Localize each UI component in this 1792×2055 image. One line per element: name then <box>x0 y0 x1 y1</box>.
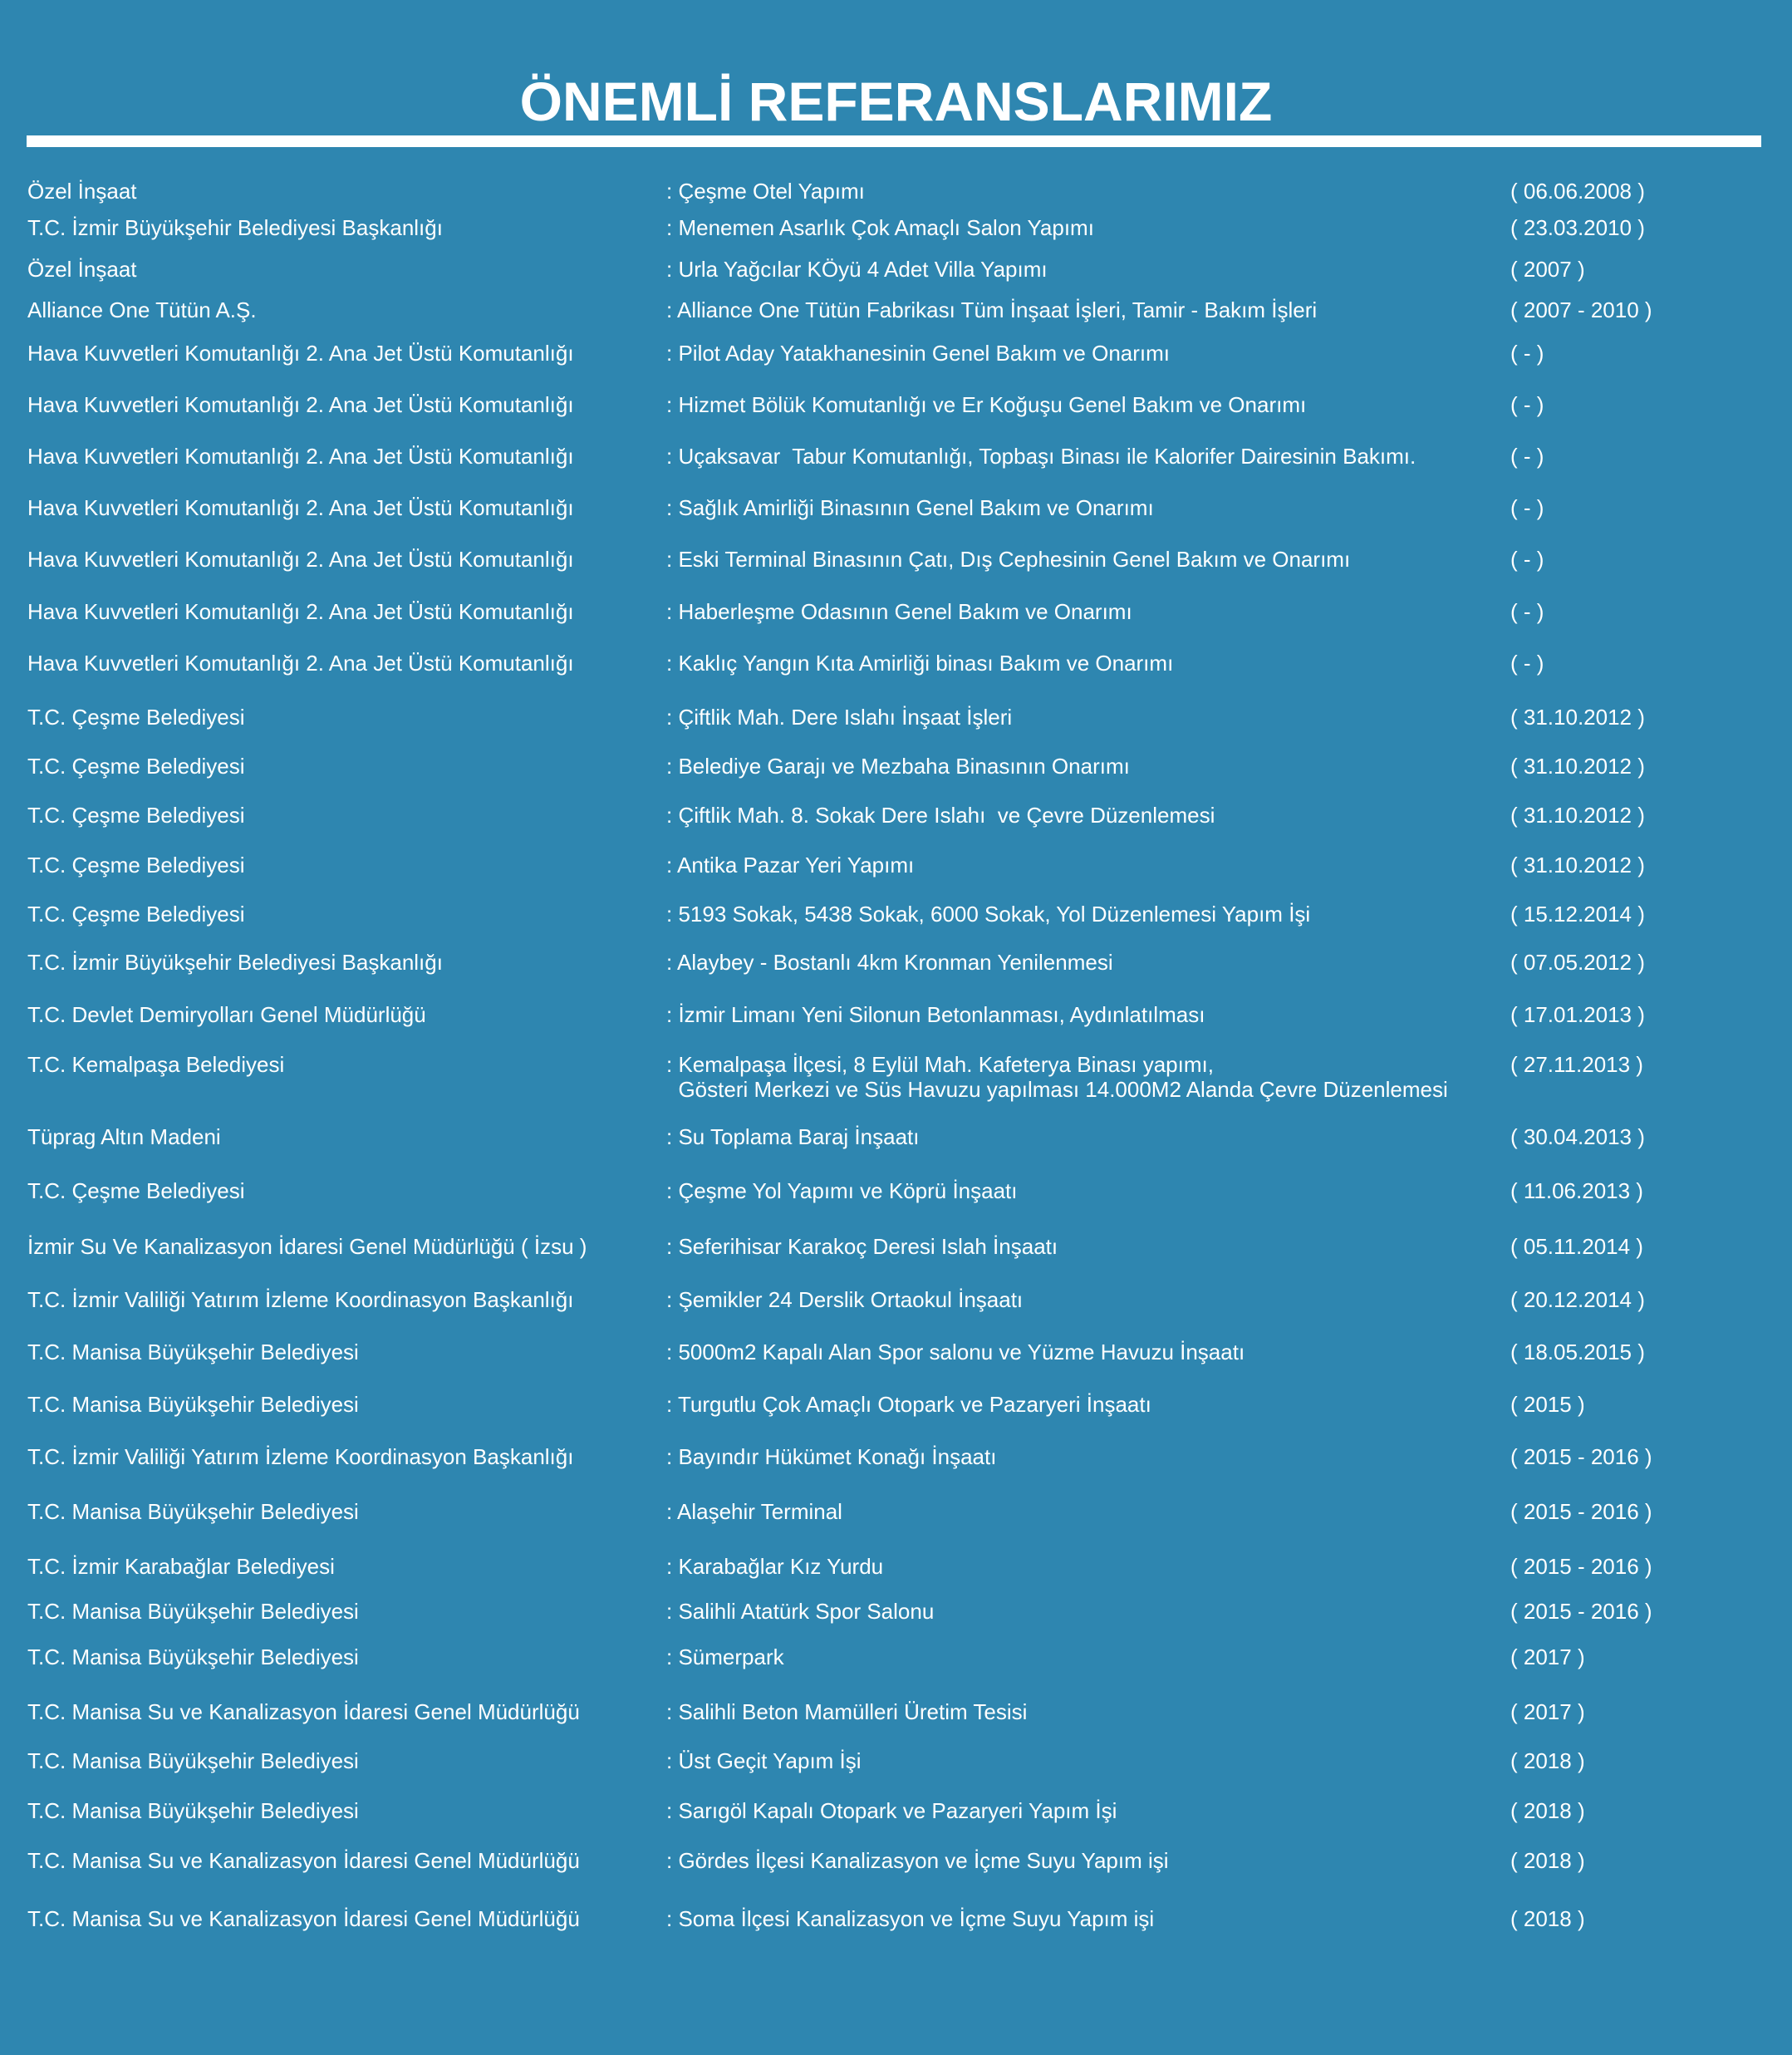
reference-date: ( 2018 ) <box>1510 1848 1585 1873</box>
reference-date: ( - ) <box>1510 392 1544 417</box>
reference-client: T.C. Manisa Büyükşehir Belediyesi <box>27 1499 359 1524</box>
reference-date: ( - ) <box>1510 547 1544 572</box>
reference-work: : Kemalpaşa İlçesi, 8 Eylül Mah. Kafeterya Binası yapımı, Gösteri Merkezi ve Süs Havuzu yapılması 14.000M2 Alanda Çevre Düzenlemesi <box>666 1052 1448 1102</box>
reference-work: : Sağlık Amirliği Binasının Genel Bakım ve Onarımı <box>666 495 1154 520</box>
reference-work: : Alliance One Tütün Fabrikası Tüm İnşaat İşleri, Tamir - Bakım İşleri <box>666 297 1318 322</box>
reference-work: : Hizmet Bölük Komutanlığı ve Er Koğuşu Genel Bakım ve Onarımı <box>666 392 1307 417</box>
reference-client: T.C. Manisa Su ve Kanalizasyon İdaresi Genel Müdürlüğü <box>27 1906 580 1931</box>
reference-date: ( 2018 ) <box>1510 1906 1585 1931</box>
reference-date: ( 06.06.2008 ) <box>1510 179 1645 204</box>
reference-client: T.C. Manisa Büyükşehir Belediyesi <box>27 1798 359 1823</box>
reference-date: ( 2007 - 2010 ) <box>1510 297 1652 322</box>
reference-work: : Kaklıç Yangın Kıta Amirliği binası Bakım ve Onarımı <box>666 651 1174 676</box>
reference-date: ( 2007 ) <box>1510 257 1585 282</box>
reference-work: : Soma İlçesi Kanalizasyon ve İçme Suyu Yapım işi <box>666 1906 1155 1931</box>
reference-date: ( 27.11.2013 ) <box>1510 1052 1643 1077</box>
reference-work: : Salihli Atatürk Spor Salonu <box>666 1599 935 1624</box>
reference-client: T.C. Manisa Büyükşehir Belediyesi <box>27 1748 359 1773</box>
reference-client: T.C. Devlet Demiryolları Genel Müdürlüğü <box>27 1002 426 1027</box>
reference-client: T.C. İzmir Büyükşehir Belediyesi Başkanlığı <box>27 215 443 240</box>
reference-client: Özel İnşaat <box>27 257 137 282</box>
reference-client: T.C. Manisa Büyükşehir Belediyesi <box>27 1644 359 1669</box>
reference-client: Hava Kuvvetleri Komutanlığı 2. Ana Jet Üstü Komutanlığı <box>27 495 574 520</box>
reference-client: T.C. Çeşme Belediyesi <box>27 853 245 878</box>
reference-date: ( - ) <box>1510 651 1544 676</box>
reference-work: : Eski Terminal Binasının Çatı, Dış Cephesinin Genel Bakım ve Onarımı <box>666 547 1351 572</box>
reference-work: : Belediye Garajı ve Mezbaha Binasının Onarımı <box>666 754 1130 779</box>
reference-client: Hava Kuvvetleri Komutanlığı 2. Ana Jet Üstü Komutanlığı <box>27 444 574 469</box>
reference-date: ( 20.12.2014 ) <box>1510 1287 1645 1312</box>
reference-client: T.C. İzmir Valiliği Yatırım İzleme Koordinasyon Başkanlığı <box>27 1444 574 1469</box>
reference-work: : Uçaksavar Tabur Komutanlığı, Topbaşı Binası ile Kalorifer Dairesinin Bakımı. <box>666 444 1416 469</box>
reference-work: : Turgutlu Çok Amaçlı Otopark ve Pazaryeri İnşaatı <box>666 1392 1151 1417</box>
reference-client: T.C. Manisa Büyükşehir Belediyesi <box>27 1599 359 1624</box>
reference-client: T.C. Çeşme Belediyesi <box>27 754 245 779</box>
reference-work: : Çiftlik Mah. Dere Islahı İnşaat İşleri <box>666 705 1013 730</box>
reference-date: ( 2017 ) <box>1510 1644 1585 1669</box>
reference-client: Hava Kuvvetleri Komutanlığı 2. Ana Jet Üstü Komutanlığı <box>27 341 574 366</box>
reference-client: Özel İnşaat <box>27 179 137 204</box>
reference-date: ( - ) <box>1510 444 1544 469</box>
reference-client: Tüprag Altın Madeni <box>27 1124 221 1149</box>
reference-date: ( 15.12.2014 ) <box>1510 902 1645 927</box>
reference-work: : Alaşehir Terminal <box>666 1499 842 1524</box>
reference-work: : Üst Geçit Yapım İşi <box>666 1748 862 1773</box>
reference-date: ( 18.05.2015 ) <box>1510 1340 1645 1364</box>
reference-client: T.C. İzmir Karabağlar Belediyesi <box>27 1554 335 1579</box>
reference-work: : Bayındır Hükümet Konağı İnşaatı <box>666 1444 997 1469</box>
reference-date: ( 2015 - 2016 ) <box>1510 1499 1652 1524</box>
reference-work: : Haberleşme Odasının Genel Bakım ve Onarımı <box>666 599 1132 624</box>
reference-date: ( - ) <box>1510 495 1544 520</box>
reference-work: : Çeşme Yol Yapımı ve Köprü İnşaatı <box>666 1178 1018 1203</box>
reference-date: ( 2015 - 2016 ) <box>1510 1599 1652 1624</box>
reference-date: ( - ) <box>1510 599 1544 624</box>
reference-work: : Karabağlar Kız Yurdu <box>666 1554 884 1579</box>
reference-date: ( - ) <box>1510 341 1544 366</box>
reference-date: ( 30.04.2013 ) <box>1510 1124 1645 1149</box>
reference-date: ( 17.01.2013 ) <box>1510 1002 1645 1027</box>
reference-client: T.C. Çeşme Belediyesi <box>27 803 245 828</box>
page-title: ÖNEMLİ REFERANSLARIMIZ <box>519 71 1273 132</box>
reference-date: ( 2015 ) <box>1510 1392 1585 1417</box>
reference-date: ( 2018 ) <box>1510 1748 1585 1773</box>
reference-work: : Sarıgöl Kapalı Otopark ve Pazaryeri Yapım İşi <box>666 1798 1117 1823</box>
reference-work: : 5193 Sokak, 5438 Sokak, 6000 Sokak, Yol Düzenlemesi Yapım İşi <box>666 902 1311 927</box>
reference-work: : Alaybey - Bostanlı 4km Kronman Yenilenmesi <box>666 950 1113 975</box>
reference-client: Hava Kuvvetleri Komutanlığı 2. Ana Jet Üstü Komutanlığı <box>27 599 574 624</box>
reference-client: T.C. Kemalpaşa Belediyesi <box>27 1052 285 1077</box>
reference-client: T.C. Çeşme Belediyesi <box>27 1178 245 1203</box>
reference-client: T.C. İzmir Valiliği Yatırım İzleme Koordinasyon Başkanlığı <box>27 1287 574 1312</box>
reference-work: : Sümerpark <box>666 1644 784 1669</box>
reference-work: : Antika Pazar Yeri Yapımı <box>666 853 915 878</box>
reference-client: T.C. Manisa Su ve Kanalizasyon İdaresi Genel Müdürlüğü <box>27 1699 580 1724</box>
reference-work: : Çeşme Otel Yapımı <box>666 179 865 204</box>
reference-date: ( 2015 - 2016 ) <box>1510 1444 1652 1469</box>
reference-work: : Urla Yağcılar KÖyü 4 Adet Villa Yapımı <box>666 257 1048 282</box>
reference-client: T.C. Manisa Su ve Kanalizasyon İdaresi Genel Müdürlüğü <box>27 1848 580 1873</box>
reference-date: ( 2015 - 2016 ) <box>1510 1554 1652 1579</box>
reference-work: : İzmir Limanı Yeni Silonun Betonlanması, Aydınlatılması <box>666 1002 1205 1027</box>
reference-client: T.C. Manisa Büyükşehir Belediyesi <box>27 1340 359 1364</box>
reference-client: Hava Kuvvetleri Komutanlığı 2. Ana Jet Üstü Komutanlığı <box>27 651 574 676</box>
reference-date: ( 2018 ) <box>1510 1798 1585 1823</box>
reference-date: ( 23.03.2010 ) <box>1510 215 1645 240</box>
reference-client: Hava Kuvvetleri Komutanlığı 2. Ana Jet Üstü Komutanlığı <box>27 547 574 572</box>
reference-work: : 5000m2 Kapalı Alan Spor salonu ve Yüzme Havuzu İnşaatı <box>666 1340 1245 1364</box>
reference-client: Alliance One Tütün A.Ş. <box>27 297 257 322</box>
reference-date: ( 11.06.2013 ) <box>1510 1178 1643 1203</box>
reference-date: ( 31.10.2012 ) <box>1510 754 1645 779</box>
reference-client: T.C. İzmir Büyükşehir Belediyesi Başkanlığı <box>27 950 443 975</box>
reference-work: : Menemen Asarlık Çok Amaçlı Salon Yapımı <box>666 215 1094 240</box>
reference-client: Hava Kuvvetleri Komutanlığı 2. Ana Jet Üstü Komutanlığı <box>27 392 574 417</box>
reference-work: : Çiftlik Mah. 8. Sokak Dere Islahı ve Çevre Düzenlemesi <box>666 803 1215 828</box>
reference-date: ( 31.10.2012 ) <box>1510 803 1645 828</box>
reference-client: T.C. Manisa Büyükşehir Belediyesi <box>27 1392 359 1417</box>
reference-work: : Seferihisar Karakoç Deresi Islah İnşaatı <box>666 1234 1058 1259</box>
reference-work: : Gördes İlçesi Kanalizasyon ve İçme Suyu Yapım işi <box>666 1848 1169 1873</box>
reference-date: ( 31.10.2012 ) <box>1510 705 1645 730</box>
reference-date: ( 07.05.2012 ) <box>1510 950 1645 975</box>
reference-date: ( 05.11.2014 ) <box>1510 1234 1643 1259</box>
title-divider <box>27 135 1761 147</box>
reference-work: : Salihli Beton Mamülleri Üretim Tesisi <box>666 1699 1028 1724</box>
reference-work: : Pilot Aday Yatakhanesinin Genel Bakım ve Onarımı <box>666 341 1171 366</box>
reference-date: ( 31.10.2012 ) <box>1510 853 1645 878</box>
reference-client: İzmir Su Ve Kanalizasyon İdaresi Genel Müdürlüğü ( İzsu ) <box>27 1234 587 1259</box>
reference-work: : Şemikler 24 Derslik Ortaokul İnşaatı <box>666 1287 1024 1312</box>
reference-client: T.C. Çeşme Belediyesi <box>27 705 245 730</box>
reference-client: T.C. Çeşme Belediyesi <box>27 902 245 927</box>
reference-work: : Su Toplama Baraj İnşaatı <box>666 1124 920 1149</box>
reference-date: ( 2017 ) <box>1510 1699 1585 1724</box>
